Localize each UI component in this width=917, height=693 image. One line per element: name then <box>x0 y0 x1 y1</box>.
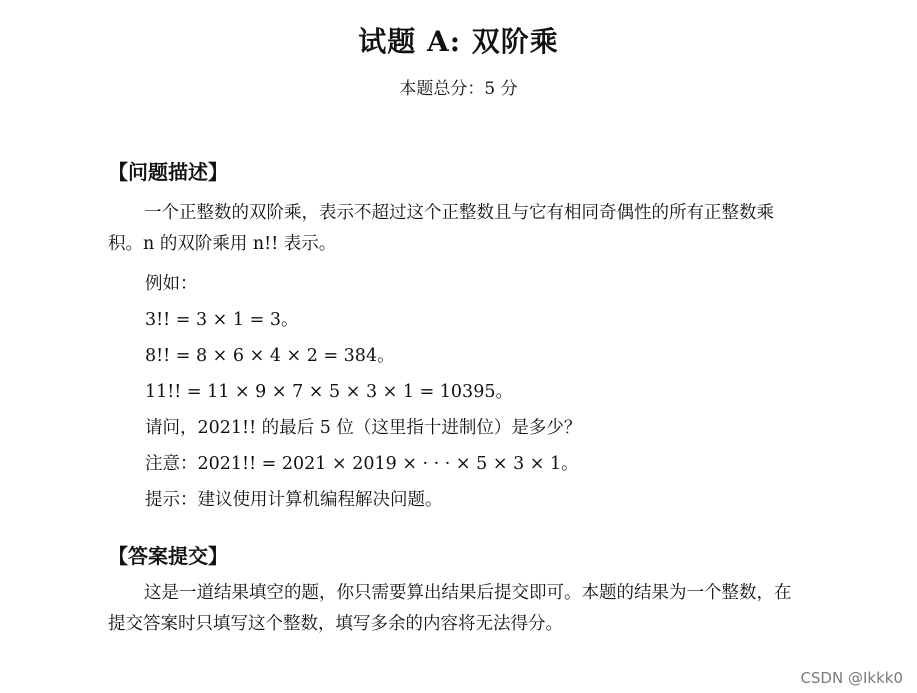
example-line-2: 8!! = 8 × 6 × 4 × 2 = 384。 <box>145 346 395 366</box>
example-line-1: 3!! = 3 × 1 = 3。 <box>145 310 299 330</box>
example-label: 例如： <box>145 274 198 294</box>
submit-paragraph: 这是一道结果填空的题，你只需要算出结果后提交即可。本题的结果为一个整数，在提交答案时只填写这个整数，填写多余的内容将无法得分。 <box>108 583 792 634</box>
problem-score: 本题总分：5 分 <box>399 79 518 99</box>
watermark: CSDN @Ikkk0 <box>800 669 903 687</box>
example-line-3: 11!! = 11 × 9 × 7 × 5 × 3 × 1 = 10395。 <box>145 382 513 402</box>
description-paragraph: 一个正整数的双阶乘，表示不超过这个正整数且与它有相同奇偶性的所有正整数乘积。n 的双阶乘用 n!! 表示。 <box>108 203 774 254</box>
note-line: 注意：2021!! = 2021 × 2019 × · · · × 5 × 3 × 1。 <box>145 454 579 474</box>
section-heading-submit: 【答案提交】 <box>108 544 228 568</box>
question-line: 请问，2021!! 的最后 5 位（这里指十进制位）是多少？ <box>145 418 582 438</box>
problem-title: 试题 A: 双阶乘 <box>358 25 559 58</box>
hint-line: 提示：建议使用计算机编程解决问题。 <box>145 490 443 510</box>
section-heading-description: 【问题描述】 <box>108 160 228 184</box>
